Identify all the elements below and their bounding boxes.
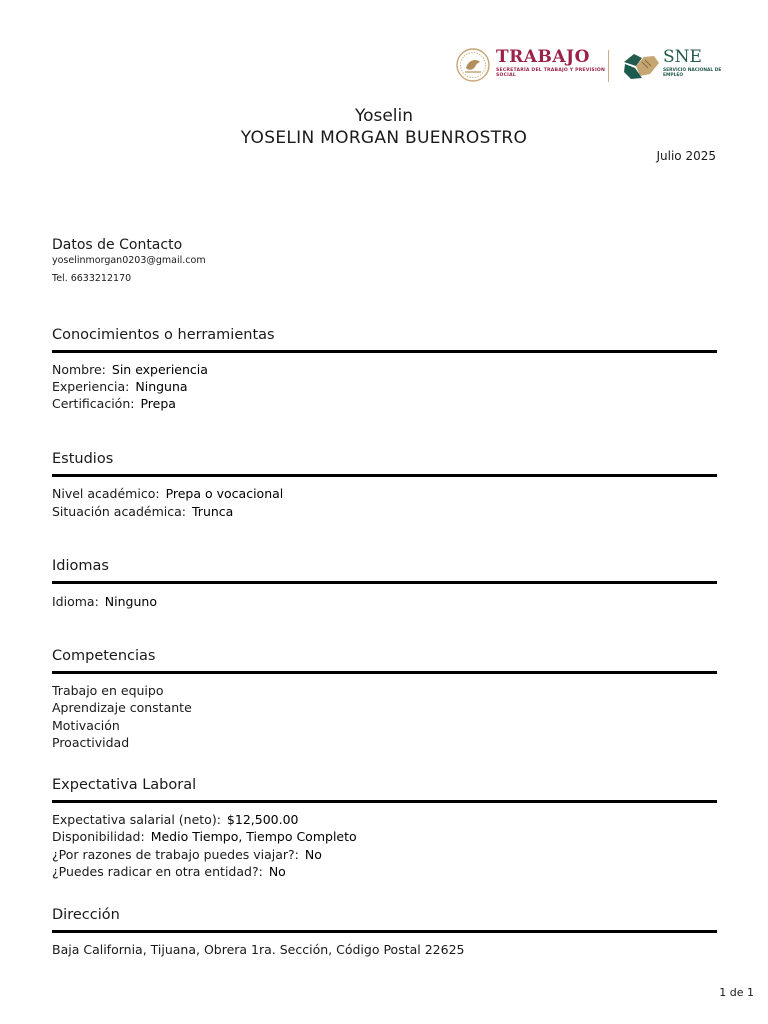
trabajo-logo-subtitle: SECRETARÍA DEL TRABAJO Y PREVISIÓN SOCIAL [496, 68, 605, 79]
skill-item: Motivación [52, 718, 120, 733]
tools-section-title: Conocimientos o herramientas [52, 327, 275, 343]
expectation-section-title: Expectativa Laboral [52, 777, 197, 793]
field-value: No [304, 847, 322, 862]
field-value: $12,500.00 [226, 812, 299, 827]
field-label: Nombre: [52, 362, 106, 377]
address-text: Baja California, Tijuana, Obrera 1ra. Sección, Código Postal 22625 [52, 942, 465, 957]
field-label: Nivel académico: [52, 486, 160, 501]
contact-section-title: Datos de Contacto [52, 237, 183, 253]
tools-row-name [52, 362, 208, 377]
field-value: Ninguno [104, 594, 157, 609]
mexico-seal-icon [456, 48, 490, 82]
skill-item: Trabajo en equipo [52, 683, 164, 698]
contact-phone: Tel. 6633212170 [52, 273, 132, 284]
handshake-icon [622, 48, 660, 82]
expectation-row-relocate [52, 864, 286, 879]
field-value: Medio Tiempo, Tiempo Completo [150, 829, 357, 844]
skills-section-rule [52, 671, 717, 674]
field-label: Certificación: [52, 396, 135, 411]
page-number: 1 de 1 [719, 986, 754, 999]
field-value: No [268, 864, 286, 879]
languages-row-language [52, 594, 157, 609]
field-label: ¿Puedes radicar en otra entidad?: [52, 864, 263, 879]
field-label: Situación académica: [52, 504, 186, 519]
studies-row-status [52, 504, 233, 519]
sne-logo-word: SNE [663, 47, 702, 67]
expectation-section-rule [52, 800, 717, 803]
field-value: Sin experiencia [111, 362, 208, 377]
field-value: Prepa o vocacional [165, 486, 284, 501]
sne-logo [622, 46, 722, 84]
skills-section-title: Competencias [52, 648, 156, 664]
studies-row-level [52, 486, 283, 501]
address-section-rule [52, 930, 717, 933]
trabajo-logo-word: TRABAJO [496, 47, 590, 67]
skill-item: Aprendizaje constante [52, 700, 192, 715]
field-value: Ninguna [135, 379, 188, 394]
field-label: Expectativa salarial (neto): [52, 812, 221, 827]
logo-divider [608, 50, 609, 82]
field-label: Experiencia: [52, 379, 130, 394]
field-label: ¿Por razones de trabajo puedes viajar?: [52, 847, 299, 862]
expectation-row-travel [52, 847, 322, 862]
candidate-full-name: YOSELIN MORGAN BUENROSTRO [240, 128, 528, 148]
sne-logo-subtitle: SERVICIO NACIONAL DE EMPLEO [663, 68, 722, 79]
languages-section-title: Idiomas [52, 558, 109, 574]
field-value: Prepa [140, 396, 176, 411]
document-date: Julio 2025 [656, 149, 716, 163]
skill-item: Proactividad [52, 735, 130, 750]
studies-section-title: Estudios [52, 451, 114, 467]
address-section-title: Dirección [52, 907, 120, 923]
tools-row-certification [52, 396, 176, 411]
tools-section-rule [52, 350, 717, 353]
field-label: Disponibilidad: [52, 829, 145, 844]
languages-section-rule [52, 581, 717, 584]
tools-row-experience [52, 379, 188, 394]
field-value: Trunca [192, 504, 234, 519]
candidate-first-name: Yoselin [354, 106, 414, 126]
expectation-row-availability [52, 829, 357, 844]
field-label: Idioma: [52, 594, 99, 609]
expectation-row-salary [52, 812, 299, 827]
contact-email[interactable]: yoselinmorgan0203@gmail.com [52, 255, 206, 266]
studies-section-rule [52, 474, 717, 477]
trabajo-logo [456, 46, 605, 84]
